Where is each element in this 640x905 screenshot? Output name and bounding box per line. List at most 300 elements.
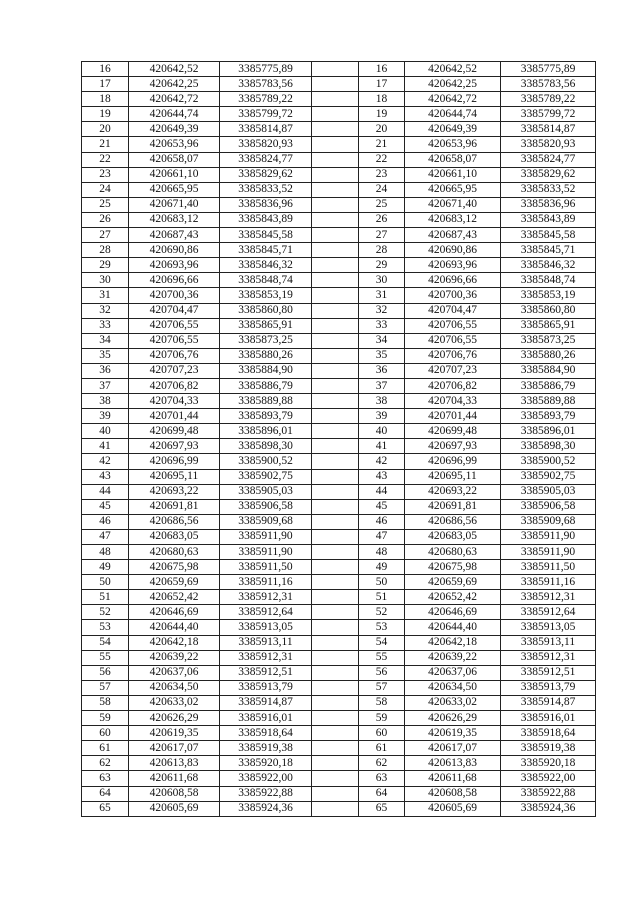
- left-x-coordinate-cell: 420699,48: [129, 424, 220, 439]
- table-row: [82, 741, 596, 756]
- left-x-coordinate-cell: 420659,69: [129, 575, 220, 590]
- right-y-coordinate-cell: 3385889,88: [501, 394, 596, 409]
- right-point-number-cell: 32: [359, 303, 405, 318]
- right-point-number-cell: 38: [359, 394, 405, 409]
- table-row: [82, 590, 596, 605]
- left-y-coordinate-cell: 3385913,79: [220, 680, 312, 695]
- left-y-coordinate-cell: 3385920,18: [220, 756, 312, 771]
- right-point-number-cell: 40: [359, 424, 405, 439]
- table-row: [82, 182, 596, 197]
- left-x-coordinate-cell: 420671,40: [129, 197, 220, 212]
- table-row: [82, 499, 596, 514]
- spacer-cell: [312, 756, 359, 771]
- table-row: [82, 107, 596, 122]
- spacer-cell: [312, 243, 359, 258]
- right-point-number-cell: 34: [359, 333, 405, 348]
- left-y-coordinate-cell: 3385880,26: [220, 348, 312, 363]
- left-x-coordinate-cell: 420693,96: [129, 258, 220, 273]
- left-x-coordinate-cell: 420644,40: [129, 620, 220, 635]
- right-y-coordinate-cell: 3385836,96: [501, 197, 596, 212]
- right-y-coordinate-cell: 3385902,75: [501, 469, 596, 484]
- left-x-coordinate-cell: 420626,29: [129, 711, 220, 726]
- spacer-cell: [312, 303, 359, 318]
- left-point-number-cell: 54: [82, 635, 129, 650]
- left-y-coordinate-cell: 3385918,64: [220, 726, 312, 741]
- right-y-coordinate-cell: 3385820,93: [501, 137, 596, 152]
- left-point-number-cell: 40: [82, 424, 129, 439]
- left-point-number-cell: 22: [82, 152, 129, 167]
- right-y-coordinate-cell: 3385913,05: [501, 620, 596, 635]
- left-point-number-cell: 25: [82, 197, 129, 212]
- right-y-coordinate-cell: 3385845,71: [501, 243, 596, 258]
- left-point-number-cell: 41: [82, 439, 129, 454]
- left-x-coordinate-cell: 420642,18: [129, 635, 220, 650]
- left-y-coordinate-cell: 3385873,25: [220, 333, 312, 348]
- left-x-coordinate-cell: 420704,33: [129, 394, 220, 409]
- right-point-number-cell: 27: [359, 228, 405, 243]
- right-x-coordinate-cell: 420675,98: [405, 560, 501, 575]
- left-x-coordinate-cell: 420634,50: [129, 680, 220, 695]
- left-x-coordinate-cell: 420696,99: [129, 454, 220, 469]
- spacer-cell: [312, 333, 359, 348]
- spacer-cell: [312, 635, 359, 650]
- left-point-number-cell: 65: [82, 801, 129, 816]
- left-y-coordinate-cell: 3385919,38: [220, 741, 312, 756]
- spacer-cell: [312, 545, 359, 560]
- left-point-number-cell: 57: [82, 680, 129, 695]
- right-y-coordinate-cell: 3385912,31: [501, 590, 596, 605]
- table-row: [82, 92, 596, 107]
- right-point-number-cell: 44: [359, 484, 405, 499]
- left-y-coordinate-cell: 3385900,52: [220, 454, 312, 469]
- right-x-coordinate-cell: 420706,55: [405, 333, 501, 348]
- left-x-coordinate-cell: 420706,82: [129, 378, 220, 393]
- spacer-cell: [312, 62, 359, 77]
- spacer-cell: [312, 665, 359, 680]
- right-y-coordinate-cell: 3385922,00: [501, 771, 596, 786]
- left-x-coordinate-cell: 420706,55: [129, 333, 220, 348]
- right-x-coordinate-cell: 420680,63: [405, 545, 501, 560]
- right-y-coordinate-cell: 3385824,77: [501, 152, 596, 167]
- right-y-coordinate-cell: 3385783,56: [501, 77, 596, 92]
- right-point-number-cell: 43: [359, 469, 405, 484]
- left-y-coordinate-cell: 3385916,01: [220, 711, 312, 726]
- right-point-number-cell: 36: [359, 363, 405, 378]
- right-point-number-cell: 17: [359, 77, 405, 92]
- right-y-coordinate-cell: 3385799,72: [501, 107, 596, 122]
- right-point-number-cell: 29: [359, 258, 405, 273]
- table-row: [82, 801, 596, 816]
- right-y-coordinate-cell: 3385914,87: [501, 695, 596, 710]
- left-point-number-cell: 28: [82, 243, 129, 258]
- right-point-number-cell: 58: [359, 695, 405, 710]
- left-point-number-cell: 36: [82, 363, 129, 378]
- right-x-coordinate-cell: 420642,52: [405, 62, 501, 77]
- right-point-number-cell: 41: [359, 439, 405, 454]
- left-x-coordinate-cell: 420608,58: [129, 786, 220, 801]
- left-x-coordinate-cell: 420701,44: [129, 409, 220, 424]
- left-y-coordinate-cell: 3385820,93: [220, 137, 312, 152]
- table-row: [82, 514, 596, 529]
- left-y-coordinate-cell: 3385843,89: [220, 212, 312, 227]
- spacer-cell: [312, 529, 359, 544]
- right-point-number-cell: 59: [359, 711, 405, 726]
- left-y-coordinate-cell: 3385829,62: [220, 167, 312, 182]
- right-x-coordinate-cell: 420617,07: [405, 741, 501, 756]
- right-point-number-cell: 19: [359, 107, 405, 122]
- spacer-cell: [312, 439, 359, 454]
- left-point-number-cell: 30: [82, 273, 129, 288]
- right-x-coordinate-cell: 420608,58: [405, 786, 501, 801]
- spacer-cell: [312, 92, 359, 107]
- right-y-coordinate-cell: 3385920,18: [501, 756, 596, 771]
- left-x-coordinate-cell: 420675,98: [129, 560, 220, 575]
- table-row: [82, 620, 596, 635]
- right-x-coordinate-cell: 420695,11: [405, 469, 501, 484]
- left-point-number-cell: 29: [82, 258, 129, 273]
- table-row: [82, 243, 596, 258]
- right-y-coordinate-cell: 3385853,19: [501, 288, 596, 303]
- left-x-coordinate-cell: 420690,86: [129, 243, 220, 258]
- right-point-number-cell: 48: [359, 545, 405, 560]
- left-x-coordinate-cell: 420653,96: [129, 137, 220, 152]
- table-row: [82, 303, 596, 318]
- right-y-coordinate-cell: 3385893,79: [501, 409, 596, 424]
- right-y-coordinate-cell: 3385846,32: [501, 258, 596, 273]
- right-y-coordinate-cell: 3385873,25: [501, 333, 596, 348]
- right-x-coordinate-cell: 420642,18: [405, 635, 501, 650]
- right-y-coordinate-cell: 3385833,52: [501, 182, 596, 197]
- left-y-coordinate-cell: 3385913,11: [220, 635, 312, 650]
- left-point-number-cell: 44: [82, 484, 129, 499]
- left-y-coordinate-cell: 3385922,88: [220, 786, 312, 801]
- spacer-cell: [312, 212, 359, 227]
- table-row: [82, 288, 596, 303]
- left-x-coordinate-cell: 420706,76: [129, 348, 220, 363]
- coordinates-table: [81, 61, 596, 817]
- left-point-number-cell: 61: [82, 741, 129, 756]
- right-x-coordinate-cell: 420691,81: [405, 499, 501, 514]
- right-point-number-cell: 21: [359, 137, 405, 152]
- right-point-number-cell: 23: [359, 167, 405, 182]
- left-x-coordinate-cell: 420661,10: [129, 167, 220, 182]
- right-y-coordinate-cell: 3385865,91: [501, 318, 596, 333]
- right-x-coordinate-cell: 420619,35: [405, 726, 501, 741]
- right-x-coordinate-cell: 420653,96: [405, 137, 501, 152]
- spacer-cell: [312, 107, 359, 122]
- right-point-number-cell: 64: [359, 786, 405, 801]
- left-point-number-cell: 53: [82, 620, 129, 635]
- left-point-number-cell: 19: [82, 107, 129, 122]
- left-point-number-cell: 50: [82, 575, 129, 590]
- left-point-number-cell: 42: [82, 454, 129, 469]
- spacer-cell: [312, 288, 359, 303]
- right-x-coordinate-cell: 420633,02: [405, 695, 501, 710]
- spacer-cell: [312, 167, 359, 182]
- right-x-coordinate-cell: 420690,86: [405, 243, 501, 258]
- spacer-cell: [312, 273, 359, 288]
- spacer-cell: [312, 711, 359, 726]
- right-y-coordinate-cell: 3385884,90: [501, 363, 596, 378]
- right-x-coordinate-cell: 420642,72: [405, 92, 501, 107]
- right-point-number-cell: 55: [359, 650, 405, 665]
- spacer-cell: [312, 499, 359, 514]
- spacer-cell: [312, 228, 359, 243]
- left-point-number-cell: 17: [82, 77, 129, 92]
- right-y-coordinate-cell: 3385913,11: [501, 635, 596, 650]
- right-point-number-cell: 20: [359, 122, 405, 137]
- spacer-cell: [312, 137, 359, 152]
- left-x-coordinate-cell: 420707,23: [129, 363, 220, 378]
- table-row: [82, 137, 596, 152]
- left-x-coordinate-cell: 420686,56: [129, 514, 220, 529]
- right-x-coordinate-cell: 420701,44: [405, 409, 501, 424]
- left-y-coordinate-cell: 3385902,75: [220, 469, 312, 484]
- right-x-coordinate-cell: 420649,39: [405, 122, 501, 137]
- left-point-number-cell: 35: [82, 348, 129, 363]
- right-point-number-cell: 51: [359, 590, 405, 605]
- right-x-coordinate-cell: 420652,42: [405, 590, 501, 605]
- left-y-coordinate-cell: 3385824,77: [220, 152, 312, 167]
- spacer-cell: [312, 575, 359, 590]
- left-point-number-cell: 43: [82, 469, 129, 484]
- table-row: [82, 711, 596, 726]
- spacer-cell: [312, 726, 359, 741]
- left-point-number-cell: 33: [82, 318, 129, 333]
- right-point-number-cell: 61: [359, 741, 405, 756]
- right-x-coordinate-cell: 420639,22: [405, 650, 501, 665]
- right-point-number-cell: 22: [359, 152, 405, 167]
- right-y-coordinate-cell: 3385922,88: [501, 786, 596, 801]
- left-y-coordinate-cell: 3385833,52: [220, 182, 312, 197]
- left-point-number-cell: 49: [82, 560, 129, 575]
- table-row: [82, 605, 596, 620]
- left-point-number-cell: 45: [82, 499, 129, 514]
- left-y-coordinate-cell: 3385898,30: [220, 439, 312, 454]
- right-x-coordinate-cell: 420704,47: [405, 303, 501, 318]
- table-row: [82, 152, 596, 167]
- left-x-coordinate-cell: 420649,39: [129, 122, 220, 137]
- spacer-cell: [312, 77, 359, 92]
- right-point-number-cell: 60: [359, 726, 405, 741]
- left-x-coordinate-cell: 420658,07: [129, 152, 220, 167]
- spacer-cell: [312, 378, 359, 393]
- left-point-number-cell: 26: [82, 212, 129, 227]
- left-y-coordinate-cell: 3385853,19: [220, 288, 312, 303]
- left-y-coordinate-cell: 3385893,79: [220, 409, 312, 424]
- right-y-coordinate-cell: 3385912,64: [501, 605, 596, 620]
- left-point-number-cell: 62: [82, 756, 129, 771]
- table-row: [82, 333, 596, 348]
- left-y-coordinate-cell: 3385886,79: [220, 378, 312, 393]
- left-y-coordinate-cell: 3385913,05: [220, 620, 312, 635]
- left-point-number-cell: 64: [82, 786, 129, 801]
- left-point-number-cell: 27: [82, 228, 129, 243]
- left-point-number-cell: 31: [82, 288, 129, 303]
- spacer-cell: [312, 454, 359, 469]
- left-x-coordinate-cell: 420642,72: [129, 92, 220, 107]
- right-point-number-cell: 57: [359, 680, 405, 695]
- right-y-coordinate-cell: 3385898,30: [501, 439, 596, 454]
- spacer-cell: [312, 424, 359, 439]
- spacer-cell: [312, 620, 359, 635]
- right-point-number-cell: 24: [359, 182, 405, 197]
- table-row: [82, 529, 596, 544]
- left-y-coordinate-cell: 3385845,71: [220, 243, 312, 258]
- right-y-coordinate-cell: 3385911,50: [501, 560, 596, 575]
- left-point-number-cell: 32: [82, 303, 129, 318]
- right-y-coordinate-cell: 3385919,38: [501, 741, 596, 756]
- right-x-coordinate-cell: 420686,56: [405, 514, 501, 529]
- left-y-coordinate-cell: 3385846,32: [220, 258, 312, 273]
- left-x-coordinate-cell: 420695,11: [129, 469, 220, 484]
- right-x-coordinate-cell: 420613,83: [405, 756, 501, 771]
- table-row: [82, 409, 596, 424]
- spacer-cell: [312, 680, 359, 695]
- right-x-coordinate-cell: 420699,48: [405, 424, 501, 439]
- right-x-coordinate-cell: 420700,36: [405, 288, 501, 303]
- table-row: [82, 726, 596, 741]
- right-point-number-cell: 53: [359, 620, 405, 635]
- right-x-coordinate-cell: 420706,82: [405, 378, 501, 393]
- right-y-coordinate-cell: 3385775,89: [501, 62, 596, 77]
- right-x-coordinate-cell: 420706,55: [405, 318, 501, 333]
- spacer-cell: [312, 197, 359, 212]
- table-row: [82, 771, 596, 786]
- left-x-coordinate-cell: 420691,81: [129, 499, 220, 514]
- right-y-coordinate-cell: 3385843,89: [501, 212, 596, 227]
- right-x-coordinate-cell: 420707,23: [405, 363, 501, 378]
- table-row: [82, 650, 596, 665]
- spacer-cell: [312, 394, 359, 409]
- left-point-number-cell: 39: [82, 409, 129, 424]
- left-y-coordinate-cell: 3385845,58: [220, 228, 312, 243]
- spacer-cell: [312, 695, 359, 710]
- left-x-coordinate-cell: 420633,02: [129, 695, 220, 710]
- left-y-coordinate-cell: 3385922,00: [220, 771, 312, 786]
- table-row: [82, 363, 596, 378]
- right-y-coordinate-cell: 3385911,16: [501, 575, 596, 590]
- left-point-number-cell: 52: [82, 605, 129, 620]
- left-y-coordinate-cell: 3385848,74: [220, 273, 312, 288]
- left-x-coordinate-cell: 420642,25: [129, 77, 220, 92]
- right-x-coordinate-cell: 420693,96: [405, 258, 501, 273]
- right-point-number-cell: 18: [359, 92, 405, 107]
- table-row: [82, 424, 596, 439]
- left-point-number-cell: 46: [82, 514, 129, 529]
- left-x-coordinate-cell: 420687,43: [129, 228, 220, 243]
- left-x-coordinate-cell: 420639,22: [129, 650, 220, 665]
- right-x-coordinate-cell: 420671,40: [405, 197, 501, 212]
- right-y-coordinate-cell: 3385912,31: [501, 650, 596, 665]
- spacer-cell: [312, 801, 359, 816]
- spacer-cell: [312, 514, 359, 529]
- left-x-coordinate-cell: 420693,22: [129, 484, 220, 499]
- left-y-coordinate-cell: 3385909,68: [220, 514, 312, 529]
- left-x-coordinate-cell: 420652,42: [129, 590, 220, 605]
- table-row: [82, 635, 596, 650]
- right-y-coordinate-cell: 3385900,52: [501, 454, 596, 469]
- right-y-coordinate-cell: 3385789,22: [501, 92, 596, 107]
- left-point-number-cell: 20: [82, 122, 129, 137]
- right-y-coordinate-cell: 3385912,51: [501, 665, 596, 680]
- right-point-number-cell: 39: [359, 409, 405, 424]
- spacer-cell: [312, 560, 359, 575]
- left-y-coordinate-cell: 3385896,01: [220, 424, 312, 439]
- right-y-coordinate-cell: 3385896,01: [501, 424, 596, 439]
- right-x-coordinate-cell: 420642,25: [405, 77, 501, 92]
- right-x-coordinate-cell: 420659,69: [405, 575, 501, 590]
- right-y-coordinate-cell: 3385905,03: [501, 484, 596, 499]
- left-point-number-cell: 60: [82, 726, 129, 741]
- right-point-number-cell: 30: [359, 273, 405, 288]
- right-y-coordinate-cell: 3385845,58: [501, 228, 596, 243]
- left-y-coordinate-cell: 3385911,90: [220, 545, 312, 560]
- right-point-number-cell: 28: [359, 243, 405, 258]
- right-y-coordinate-cell: 3385911,90: [501, 545, 596, 560]
- right-x-coordinate-cell: 420646,69: [405, 605, 501, 620]
- left-x-coordinate-cell: 420611,68: [129, 771, 220, 786]
- right-point-number-cell: 47: [359, 529, 405, 544]
- left-point-number-cell: 38: [82, 394, 129, 409]
- right-y-coordinate-cell: 3385848,74: [501, 273, 596, 288]
- right-point-number-cell: 25: [359, 197, 405, 212]
- spacer-cell: [312, 741, 359, 756]
- right-x-coordinate-cell: 420696,66: [405, 273, 501, 288]
- right-x-coordinate-cell: 420605,69: [405, 801, 501, 816]
- left-y-coordinate-cell: 3385799,72: [220, 107, 312, 122]
- left-point-number-cell: 56: [82, 665, 129, 680]
- left-x-coordinate-cell: 420605,69: [129, 801, 220, 816]
- right-x-coordinate-cell: 420697,93: [405, 439, 501, 454]
- left-point-number-cell: 37: [82, 378, 129, 393]
- right-y-coordinate-cell: 3385829,62: [501, 167, 596, 182]
- table-row: [82, 680, 596, 695]
- left-point-number-cell: 55: [82, 650, 129, 665]
- left-y-coordinate-cell: 3385884,90: [220, 363, 312, 378]
- right-x-coordinate-cell: 420644,74: [405, 107, 501, 122]
- right-x-coordinate-cell: 420706,76: [405, 348, 501, 363]
- left-point-number-cell: 63: [82, 771, 129, 786]
- left-x-coordinate-cell: 420704,47: [129, 303, 220, 318]
- left-point-number-cell: 48: [82, 545, 129, 560]
- right-point-number-cell: 50: [359, 575, 405, 590]
- left-y-coordinate-cell: 3385814,87: [220, 122, 312, 137]
- table-row: [82, 665, 596, 680]
- left-x-coordinate-cell: 420642,52: [129, 62, 220, 77]
- table-row: [82, 575, 596, 590]
- left-point-number-cell: 18: [82, 92, 129, 107]
- spacer-cell: [312, 363, 359, 378]
- right-x-coordinate-cell: 420661,10: [405, 167, 501, 182]
- left-x-coordinate-cell: 420696,66: [129, 273, 220, 288]
- left-y-coordinate-cell: 3385865,91: [220, 318, 312, 333]
- right-x-coordinate-cell: 420637,06: [405, 665, 501, 680]
- left-x-coordinate-cell: 420700,36: [129, 288, 220, 303]
- left-y-coordinate-cell: 3385911,50: [220, 560, 312, 575]
- right-y-coordinate-cell: 3385860,80: [501, 303, 596, 318]
- table-row: [82, 786, 596, 801]
- right-x-coordinate-cell: 420626,29: [405, 711, 501, 726]
- left-point-number-cell: 23: [82, 167, 129, 182]
- table-row: [82, 62, 596, 77]
- right-y-coordinate-cell: 3385886,79: [501, 378, 596, 393]
- spacer-cell: [312, 650, 359, 665]
- spacer-cell: [312, 409, 359, 424]
- right-point-number-cell: 26: [359, 212, 405, 227]
- table-row: [82, 560, 596, 575]
- right-x-coordinate-cell: 420683,12: [405, 212, 501, 227]
